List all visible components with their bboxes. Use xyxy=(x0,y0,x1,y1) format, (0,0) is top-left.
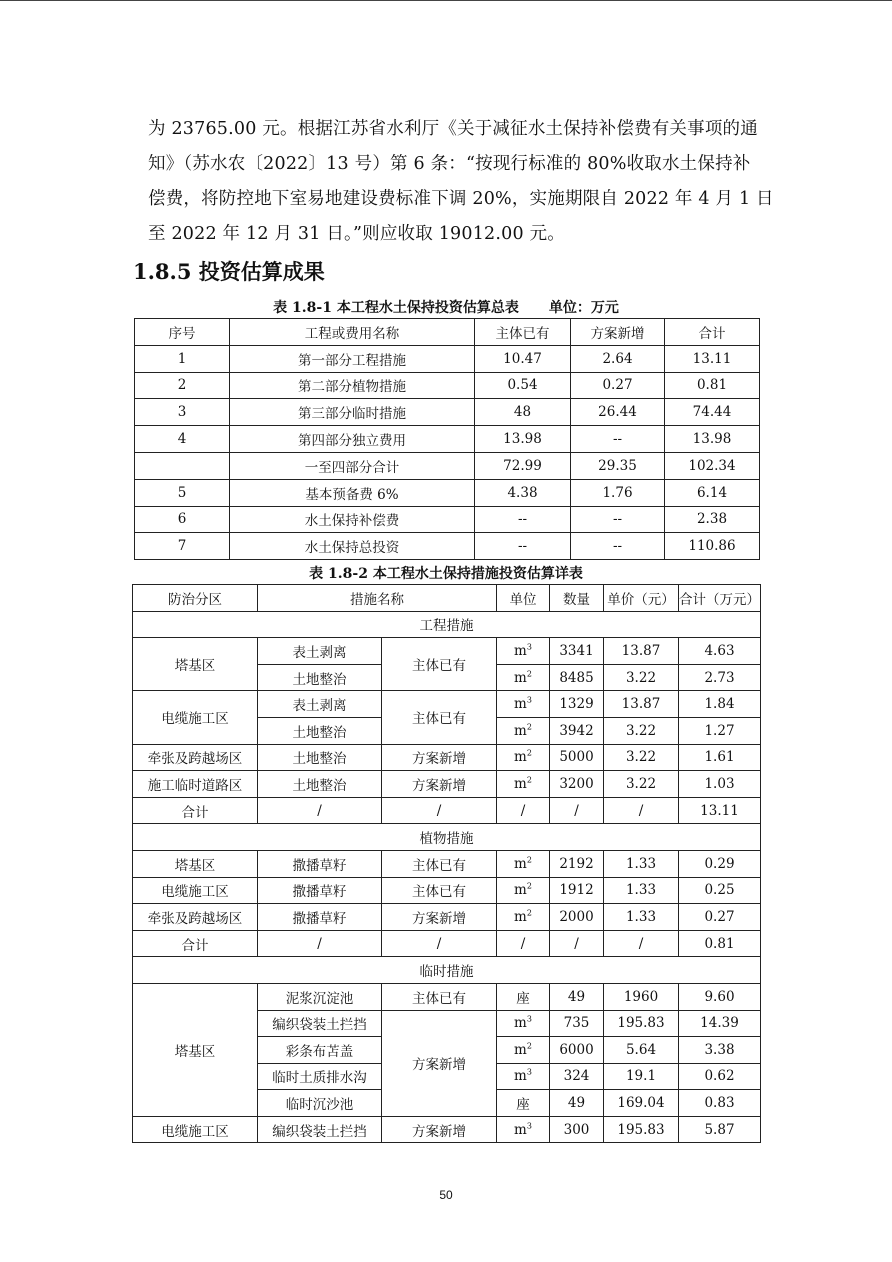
table-cell: 水土保持总投资 xyxy=(230,533,475,560)
unit-cell xyxy=(497,771,550,798)
header-cell: 防治分区 xyxy=(133,585,258,612)
table-cell: 74.44 xyxy=(665,399,760,426)
section-title: 植物措施 xyxy=(133,824,761,851)
table-row xyxy=(133,850,761,877)
section-row xyxy=(133,611,761,638)
total-cell: 9.60 xyxy=(679,983,761,1010)
table-cell: 13.98 xyxy=(665,426,760,453)
total-cell: 0.27 xyxy=(679,904,761,931)
qty-cell: 1329 xyxy=(550,691,604,718)
price-cell: 13.87 xyxy=(604,691,679,718)
section-title: 工程措施 xyxy=(133,611,761,638)
unit-text: m xyxy=(514,908,527,925)
paragraph-line: 偿费，将防控地下室易地建设费标准下调 20%，实施期限自 2022 年 4 月 1 日 xyxy=(148,189,774,209)
unit-text: m xyxy=(514,722,527,739)
table2-caption: 表 1.8-2 本工程水土保持措施投资估算详表 xyxy=(309,566,583,582)
price-cell: 3.22 xyxy=(604,744,679,771)
table-row xyxy=(135,506,760,533)
header-cell: 序号 xyxy=(135,319,230,346)
measure-cell: 土地整治 xyxy=(258,771,382,798)
header-cell: 合计（万元） xyxy=(679,585,761,612)
total-cell: 5.87 xyxy=(679,1116,761,1143)
source-cell: 主体已有 xyxy=(382,850,497,877)
table-row xyxy=(135,533,760,560)
table-row xyxy=(133,638,761,665)
qty-cell: 5000 xyxy=(550,744,604,771)
price-cell: 5.64 xyxy=(604,1037,679,1064)
table-cell: 0.54 xyxy=(475,372,571,399)
header-cell: 措施名称 xyxy=(258,585,497,612)
measure-cell: 土地整治 xyxy=(258,664,382,691)
table-row xyxy=(135,399,760,426)
header-cell: 主体已有 xyxy=(475,319,571,346)
total-cell: 0.62 xyxy=(679,1063,761,1090)
slash-cell: / xyxy=(258,930,382,957)
unit-exponent: 2 xyxy=(526,908,532,918)
unit-cell xyxy=(497,664,550,691)
unit-exponent: 3 xyxy=(526,1067,532,1077)
table-cell: 水土保持补偿费 xyxy=(230,506,475,533)
measure-cell: 临时沉沙池 xyxy=(258,1090,382,1117)
price-cell: 3.22 xyxy=(604,771,679,798)
table-row xyxy=(133,771,761,798)
total-cell: 1.84 xyxy=(679,691,761,718)
unit-text: m xyxy=(514,642,527,659)
slash-cell: / xyxy=(550,797,604,824)
unit-cell xyxy=(497,717,550,744)
measure-cell: 撒播草籽 xyxy=(258,877,382,904)
table-cell: -- xyxy=(571,533,665,560)
total-cell: 1.03 xyxy=(679,771,761,798)
qty-cell: 2192 xyxy=(550,850,604,877)
unit-cell: 座 xyxy=(497,1090,550,1117)
unit-text: m xyxy=(514,855,527,872)
table-cell: 72.99 xyxy=(475,452,571,479)
table-cell: 10.47 xyxy=(475,345,571,372)
table-cell: 7 xyxy=(135,533,230,560)
source-cell: 方案新增 xyxy=(382,904,497,931)
table-cell xyxy=(135,452,230,479)
unit-exponent: 2 xyxy=(526,748,532,758)
price-cell: 1.33 xyxy=(604,850,679,877)
zone-cell: 塔基区 xyxy=(133,850,258,877)
unit-exponent: 2 xyxy=(526,669,532,679)
section-row xyxy=(133,957,761,984)
table-cell: 26.44 xyxy=(571,399,665,426)
unit-cell xyxy=(497,1037,550,1064)
measure-cell: 撒播草籽 xyxy=(258,904,382,931)
table-cell: 4.38 xyxy=(475,479,571,506)
table-cell: 2 xyxy=(135,372,230,399)
unit-exponent: 3 xyxy=(526,1121,532,1131)
unit-exponent: 2 xyxy=(526,722,532,732)
zone-cell: 合计 xyxy=(133,797,258,824)
table-cell: 110.86 xyxy=(665,533,760,560)
table-row xyxy=(133,983,761,1010)
section-heading: 1.8.5 投资估算成果 xyxy=(133,259,325,284)
table1-unit: 单位：万元 xyxy=(548,300,619,316)
price-cell: 19.1 xyxy=(604,1063,679,1090)
table-cell: 13.98 xyxy=(475,426,571,453)
qty-cell: 300 xyxy=(550,1116,604,1143)
table-row xyxy=(133,1116,761,1143)
paragraph-line: 知》（苏水农〔2022〕13 号）第 6 条：“按现行标准的 80%收取水土保持补 xyxy=(148,154,751,174)
measure-cell: 土地整治 xyxy=(258,717,382,744)
table1-caption xyxy=(0,297,892,317)
unit-cell xyxy=(497,1063,550,1090)
total-cell: 2.73 xyxy=(679,664,761,691)
unit-text: m xyxy=(514,882,527,899)
table-header-row xyxy=(135,319,760,346)
slash-cell: / xyxy=(382,797,497,824)
unit-cell xyxy=(497,1010,550,1037)
header-cell: 合计 xyxy=(665,319,760,346)
table-cell: 0.81 xyxy=(665,372,760,399)
unit-cell xyxy=(497,904,550,931)
slash-cell: / xyxy=(604,930,679,957)
section-title: 临时措施 xyxy=(133,957,761,984)
measure-cell: 编织袋装土拦挡 xyxy=(258,1010,382,1037)
total-cell: 0.25 xyxy=(679,877,761,904)
price-cell: 1.33 xyxy=(604,877,679,904)
price-cell: 1960 xyxy=(604,983,679,1010)
table-cell: 第三部分临时措施 xyxy=(230,399,475,426)
measure-cell: 表土剥离 xyxy=(258,638,382,665)
table-cell: 13.11 xyxy=(665,345,760,372)
qty-cell: 49 xyxy=(550,1090,604,1117)
table-cell: 102.34 xyxy=(665,452,760,479)
unit-text: m xyxy=(514,696,527,713)
table-cell: -- xyxy=(475,506,571,533)
total-cell: 3.38 xyxy=(679,1037,761,1064)
price-cell: 13.87 xyxy=(604,638,679,665)
total-cell: 1.27 xyxy=(679,717,761,744)
unit-cell xyxy=(497,877,550,904)
zone-cell: 合计 xyxy=(133,930,258,957)
unit-exponent: 2 xyxy=(526,775,532,785)
table-header-row xyxy=(133,585,761,612)
zone-cell: 塔基区 xyxy=(133,638,258,691)
table-row xyxy=(133,904,761,931)
qty-cell: 6000 xyxy=(550,1037,604,1064)
table-cell: 3 xyxy=(135,399,230,426)
header-cell: 单价（元） xyxy=(604,585,679,612)
table-row xyxy=(135,426,760,453)
slash-cell: / xyxy=(258,797,382,824)
body-paragraph xyxy=(148,112,774,252)
unit-text: m xyxy=(514,1041,527,1058)
qty-cell: 324 xyxy=(550,1063,604,1090)
table1-title: 表 1.8-1 本工程水土保持投资估算总表 xyxy=(273,300,519,316)
source-cell: 方案新增 xyxy=(382,744,497,771)
table-cell: 6.14 xyxy=(665,479,760,506)
table-cell: 0.27 xyxy=(571,372,665,399)
source-cell: 主体已有 xyxy=(382,983,497,1010)
unit-cell xyxy=(497,1116,550,1143)
slash-cell: / xyxy=(497,797,550,824)
total-cell: 14.39 xyxy=(679,1010,761,1037)
header-cell: 数量 xyxy=(550,585,604,612)
unit-cell xyxy=(497,691,550,718)
measure-cell: 表土剥离 xyxy=(258,691,382,718)
table-cell: 5 xyxy=(135,479,230,506)
price-cell: 169.04 xyxy=(604,1090,679,1117)
slash-cell: / xyxy=(550,930,604,957)
zone-cell: 牵张及跨越场区 xyxy=(133,904,258,931)
qty-cell: 3200 xyxy=(550,771,604,798)
table-row xyxy=(135,452,760,479)
header-cell: 单位 xyxy=(497,585,550,612)
unit-text: m xyxy=(514,749,527,766)
price-cell: 195.83 xyxy=(604,1116,679,1143)
unit-cell: 座 xyxy=(497,983,550,1010)
table-row xyxy=(135,479,760,506)
subtotal-row xyxy=(133,930,761,957)
page-number: 50 xyxy=(439,1188,453,1202)
measure-cell: 土地整治 xyxy=(258,744,382,771)
unit-text: m xyxy=(514,1068,527,1085)
table-cell: 4 xyxy=(135,426,230,453)
table-row xyxy=(135,372,760,399)
qty-cell: 3942 xyxy=(550,717,604,744)
measure-cell: 临时土质排水沟 xyxy=(258,1063,382,1090)
total-cell: 0.29 xyxy=(679,850,761,877)
measure-cell: 彩条布苫盖 xyxy=(258,1037,382,1064)
source-cell: 主体已有 xyxy=(382,877,497,904)
table-row xyxy=(133,877,761,904)
qty-cell: 3341 xyxy=(550,638,604,665)
qty-cell: 2000 xyxy=(550,904,604,931)
total-cell: 1.61 xyxy=(679,744,761,771)
total-cell: 4.63 xyxy=(679,638,761,665)
unit-text: m xyxy=(514,669,527,686)
table-cell: 1 xyxy=(135,345,230,372)
table-cell: 1.76 xyxy=(571,479,665,506)
subtotal-row xyxy=(133,797,761,824)
zone-cell: 塔基区 xyxy=(133,983,258,1116)
price-cell: 3.22 xyxy=(604,664,679,691)
unit-cell xyxy=(497,744,550,771)
paragraph-line: 至 2022 年 12 月 31 日。”则应收取 19012.00 元。 xyxy=(148,224,565,244)
paragraph-line: 为 23765.00 元。根据江苏省水利厅《关于减征水土保持补偿费有关事项的通 xyxy=(148,119,758,139)
table-cell: 第二部分植物措施 xyxy=(230,372,475,399)
source-cell: 方案新增 xyxy=(382,1010,497,1116)
total-cell: 0.81 xyxy=(679,930,761,957)
zone-cell: 电缆施工区 xyxy=(133,1116,258,1143)
measure-cell: 泥浆沉淀池 xyxy=(258,983,382,1010)
table-cell: -- xyxy=(571,426,665,453)
slash-cell: / xyxy=(604,797,679,824)
slash-cell: / xyxy=(497,930,550,957)
zone-cell: 电缆施工区 xyxy=(133,691,258,744)
unit-text: m xyxy=(514,1015,527,1032)
table-cell: -- xyxy=(475,533,571,560)
unit-exponent: 2 xyxy=(526,855,532,865)
total-cell: 13.11 xyxy=(679,797,761,824)
zone-cell: 牵张及跨越场区 xyxy=(133,744,258,771)
qty-cell: 735 xyxy=(550,1010,604,1037)
table-row xyxy=(135,345,760,372)
table-cell: 第一部分工程措施 xyxy=(230,345,475,372)
unit-exponent: 3 xyxy=(526,1014,532,1024)
table-cell: -- xyxy=(571,506,665,533)
table-cell: 第四部分独立费用 xyxy=(230,426,475,453)
zone-cell: 电缆施工区 xyxy=(133,877,258,904)
total-cell: 0.83 xyxy=(679,1090,761,1117)
table-row xyxy=(133,744,761,771)
unit-cell xyxy=(497,850,550,877)
unit-exponent: 2 xyxy=(526,1041,532,1051)
table-cell: 6 xyxy=(135,506,230,533)
header-cell: 方案新增 xyxy=(571,319,665,346)
page-top-rule xyxy=(0,0,892,1)
unit-text: m xyxy=(514,775,527,792)
table-cell: 2.38 xyxy=(665,506,760,533)
qty-cell: 8485 xyxy=(550,664,604,691)
section-row xyxy=(133,824,761,851)
table-cell: 基本预备费 6% xyxy=(230,479,475,506)
price-cell: 1.33 xyxy=(604,904,679,931)
unit-exponent: 3 xyxy=(526,695,532,705)
qty-cell: 49 xyxy=(550,983,604,1010)
measure-cell: 编织袋装土拦挡 xyxy=(258,1116,382,1143)
source-cell: 方案新增 xyxy=(382,1116,497,1143)
price-cell: 195.83 xyxy=(604,1010,679,1037)
slash-cell: / xyxy=(382,930,497,957)
measure-cell: 撒播草籽 xyxy=(258,850,382,877)
table-cell: 48 xyxy=(475,399,571,426)
source-cell: 主体已有 xyxy=(382,691,497,744)
unit-text: m xyxy=(514,1121,527,1138)
unit-cell xyxy=(497,638,550,665)
source-cell: 主体已有 xyxy=(382,638,497,691)
investment-summary-table xyxy=(134,318,760,560)
qty-cell: 1912 xyxy=(550,877,604,904)
unit-exponent: 3 xyxy=(526,642,532,652)
table-cell: 一至四部分合计 xyxy=(230,452,475,479)
zone-cell: 施工临时道路区 xyxy=(133,771,258,798)
source-cell: 方案新增 xyxy=(382,771,497,798)
unit-exponent: 2 xyxy=(526,881,532,891)
price-cell: 3.22 xyxy=(604,717,679,744)
table-cell: 2.64 xyxy=(571,345,665,372)
table-row xyxy=(133,691,761,718)
measure-detail-table xyxy=(132,584,761,1143)
header-cell: 工程或费用名称 xyxy=(230,319,475,346)
table-cell: 29.35 xyxy=(571,452,665,479)
